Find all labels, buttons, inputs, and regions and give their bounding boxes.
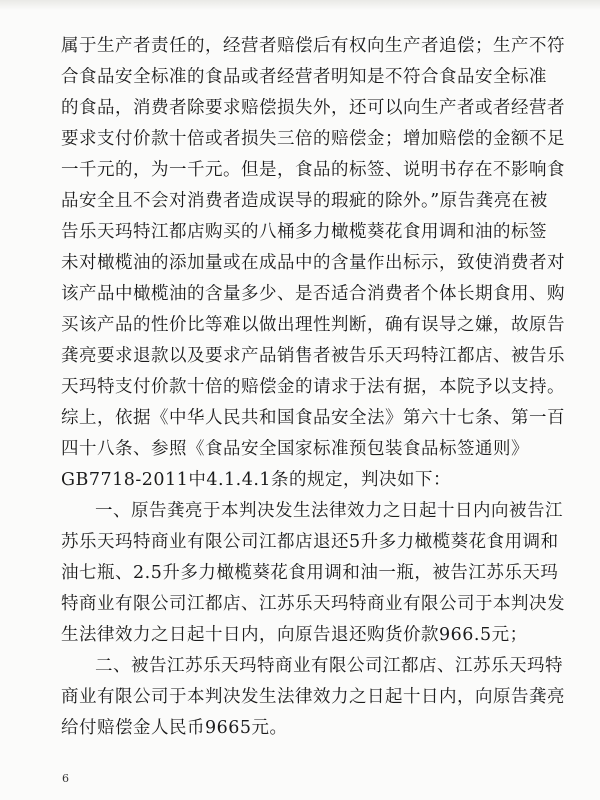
text-line: 给付赔偿金人民币9665元。 bbox=[61, 718, 288, 738]
text-line: 生法律效力之日起十日内，向原告退还购货价款966.5元； bbox=[61, 625, 528, 645]
text-line: 综上，依据《中华人民共和国食品安全法》第六十七条、第一百 bbox=[61, 408, 565, 428]
judgment-item-2-line: 二、被告江苏乐天玛特商业有限公司江都店、江苏乐天玛特 bbox=[95, 656, 563, 676]
text-line: 未对橄榄油的添加量或在成品中的含量作出标示，致使消费者对 bbox=[61, 253, 565, 273]
text-line: 龚亮要求退款以及要求产品销售者被告乐天玛特江都店、被告乐 bbox=[61, 346, 565, 366]
text-line: 买该产品的性价比等难以做出理性判断，确有误导之嫌，故原告 bbox=[61, 315, 565, 335]
scan-edge-shadow bbox=[0, 0, 600, 10]
page-number: 6 bbox=[62, 772, 69, 785]
text-line: 苏乐天玛特商业有限公司江都店退还5升多力橄榄葵花食用调和 bbox=[61, 532, 559, 552]
text-line: 品安全且不会对消费者造成误导的瑕疵的除外。”原告龚亮在被 bbox=[61, 191, 548, 211]
text-line: 特商业有限公司江都店、江苏乐天玛特商业有限公司于本判决发 bbox=[61, 594, 565, 614]
text-line: 油七瓶、2.5升多力橄榄葵花食用调和油一瓶，被告江苏乐天玛 bbox=[61, 563, 559, 583]
text-line: 告乐天玛特江都店购买的八桶多力橄榄葵花食用调和油的标签 bbox=[61, 222, 547, 242]
text-line: 商业有限公司于本判决发生法律效力之日起十日内，向原告龚亮 bbox=[61, 687, 565, 707]
text-line: 属于生产者责任的，经营者赔偿后有权向生产者追偿；生产不符 bbox=[61, 36, 565, 56]
text-line: GB7718-2011中4.1.4.1条的规定，判决如下： bbox=[61, 470, 452, 490]
text-line: 四十八条、参照《食品安全国家标准预包装食品标签通则》 bbox=[61, 439, 529, 459]
text-line: 天玛特支付价款十倍的赔偿金的请求于法有据，本院予以支持。 bbox=[61, 377, 565, 397]
text-line: 一千元的，为一千元。但是，食品的标签、说明书存在不影响食 bbox=[61, 160, 565, 180]
text-line: 的食品，消费者除要求赔偿损失外，还可以向生产者或者经营者 bbox=[61, 98, 565, 118]
text-line: 该产品中橄榄油的含量多少、是否适合消费者个体长期食用、购 bbox=[61, 284, 565, 304]
text-line: 合食品安全标准的食品或者经营者明知是不符合食品安全标准 bbox=[61, 67, 547, 87]
text-line: 要求支付价款十倍或者损失三倍的赔偿金；增加赔偿的金额不足 bbox=[61, 129, 565, 149]
judgment-item-1-line: 一、原告龚亮于本判决发生法律效力之日起十日内向被告江 bbox=[95, 501, 563, 521]
